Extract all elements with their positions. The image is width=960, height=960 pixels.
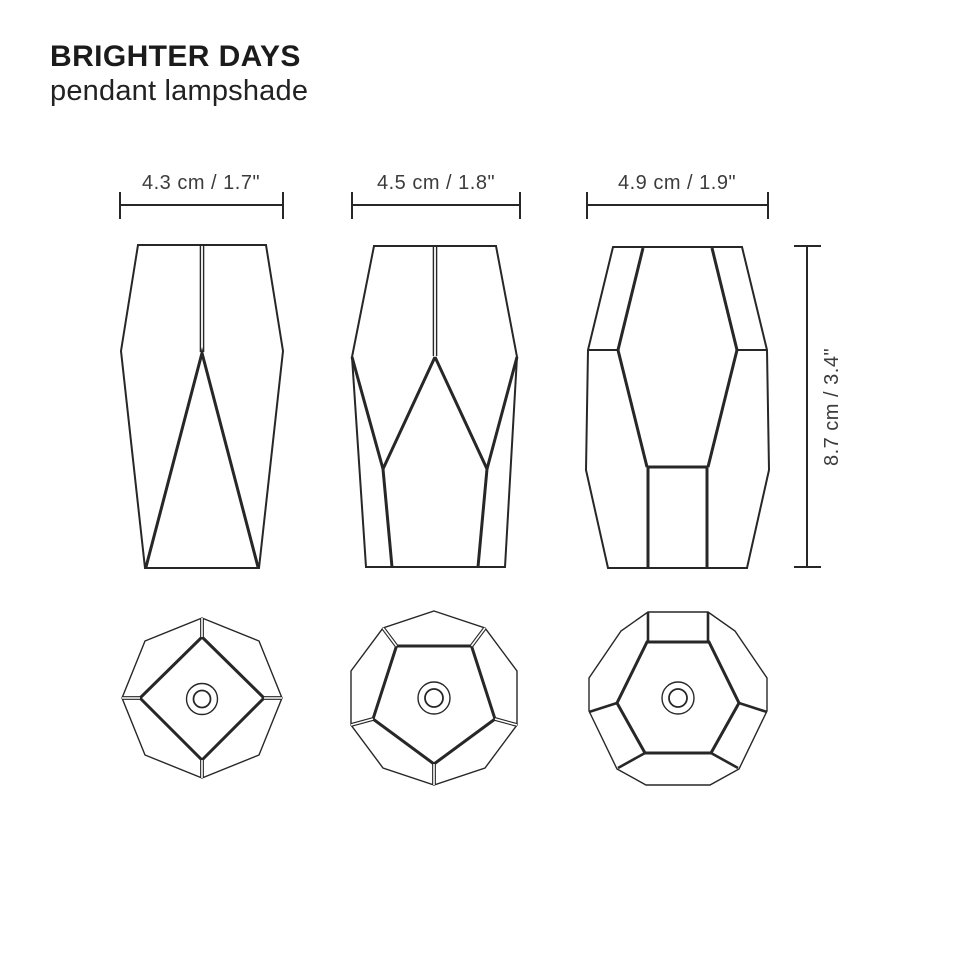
seam [618, 753, 645, 768]
bottom-view-1-opening-diamond [140, 637, 264, 760]
side-view-2-facet-edge [383, 357, 435, 469]
bottom-view-2-outer-decagon [351, 611, 517, 785]
socket-hole-inner [669, 689, 687, 707]
side-view-1 [121, 245, 283, 568]
side-view-2-facet-edge [383, 469, 392, 567]
bottom-view-1-outer-octagon [122, 618, 282, 778]
side-view-2 [352, 246, 517, 567]
width-label-2: 4.5 cm / 1.8" [376, 172, 496, 194]
side-view-3-facet-edge [712, 248, 737, 350]
side-view-2-facet-edge [478, 469, 487, 567]
side-view-2-facet-edge [435, 357, 487, 469]
side-view-2-outline [352, 246, 517, 567]
side-view-1-outline [121, 245, 283, 568]
socket-hole-outer [187, 684, 218, 715]
side-view-1-facet-edge [146, 353, 258, 567]
bottom-view-2 [351, 611, 517, 785]
socket-hole-outer [418, 682, 450, 714]
bottom-view-3-outer-dodecagon [589, 612, 767, 785]
socket-hole-inner [194, 691, 211, 708]
height-label: 8.7 cm / 3.4" [821, 347, 843, 467]
seam [711, 753, 738, 768]
seam-gap [383, 628, 397, 646]
bottom-view-3-opening-hexagon [617, 642, 739, 753]
socket-hole-outer [662, 682, 694, 714]
seam [739, 703, 767, 712]
socket-hole-inner [425, 689, 443, 707]
side-view-3-outline [586, 247, 769, 568]
height-dimension [794, 246, 843, 567]
bottom-view-3-seams [589, 612, 767, 768]
width-dimension-2 [352, 172, 520, 219]
seam-gap [351, 719, 373, 725]
product-subtitle: pendant lampshade [50, 75, 309, 107]
bottom-view-3 [589, 612, 767, 785]
seam-gap [495, 719, 517, 725]
product-title: BRIGHTER DAYS [50, 40, 301, 73]
width-dimension-1 [120, 172, 283, 219]
bottom-view-2-opening-pentagon [373, 646, 495, 764]
bottom-view-1 [122, 618, 282, 778]
side-view-3 [586, 247, 769, 568]
side-view-3-facet-edge [618, 350, 647, 467]
side-view-3-facet-edge [618, 248, 643, 350]
width-label-1: 4.3 cm / 1.7" [141, 172, 261, 194]
bottom-view-1-seams [122, 618, 282, 778]
seam-gap [472, 628, 486, 646]
width-label-3: 4.9 cm / 1.9" [617, 172, 737, 194]
width-dimension-3 [587, 172, 768, 219]
seam [589, 703, 617, 712]
side-view-3-facet-edge [708, 350, 737, 467]
